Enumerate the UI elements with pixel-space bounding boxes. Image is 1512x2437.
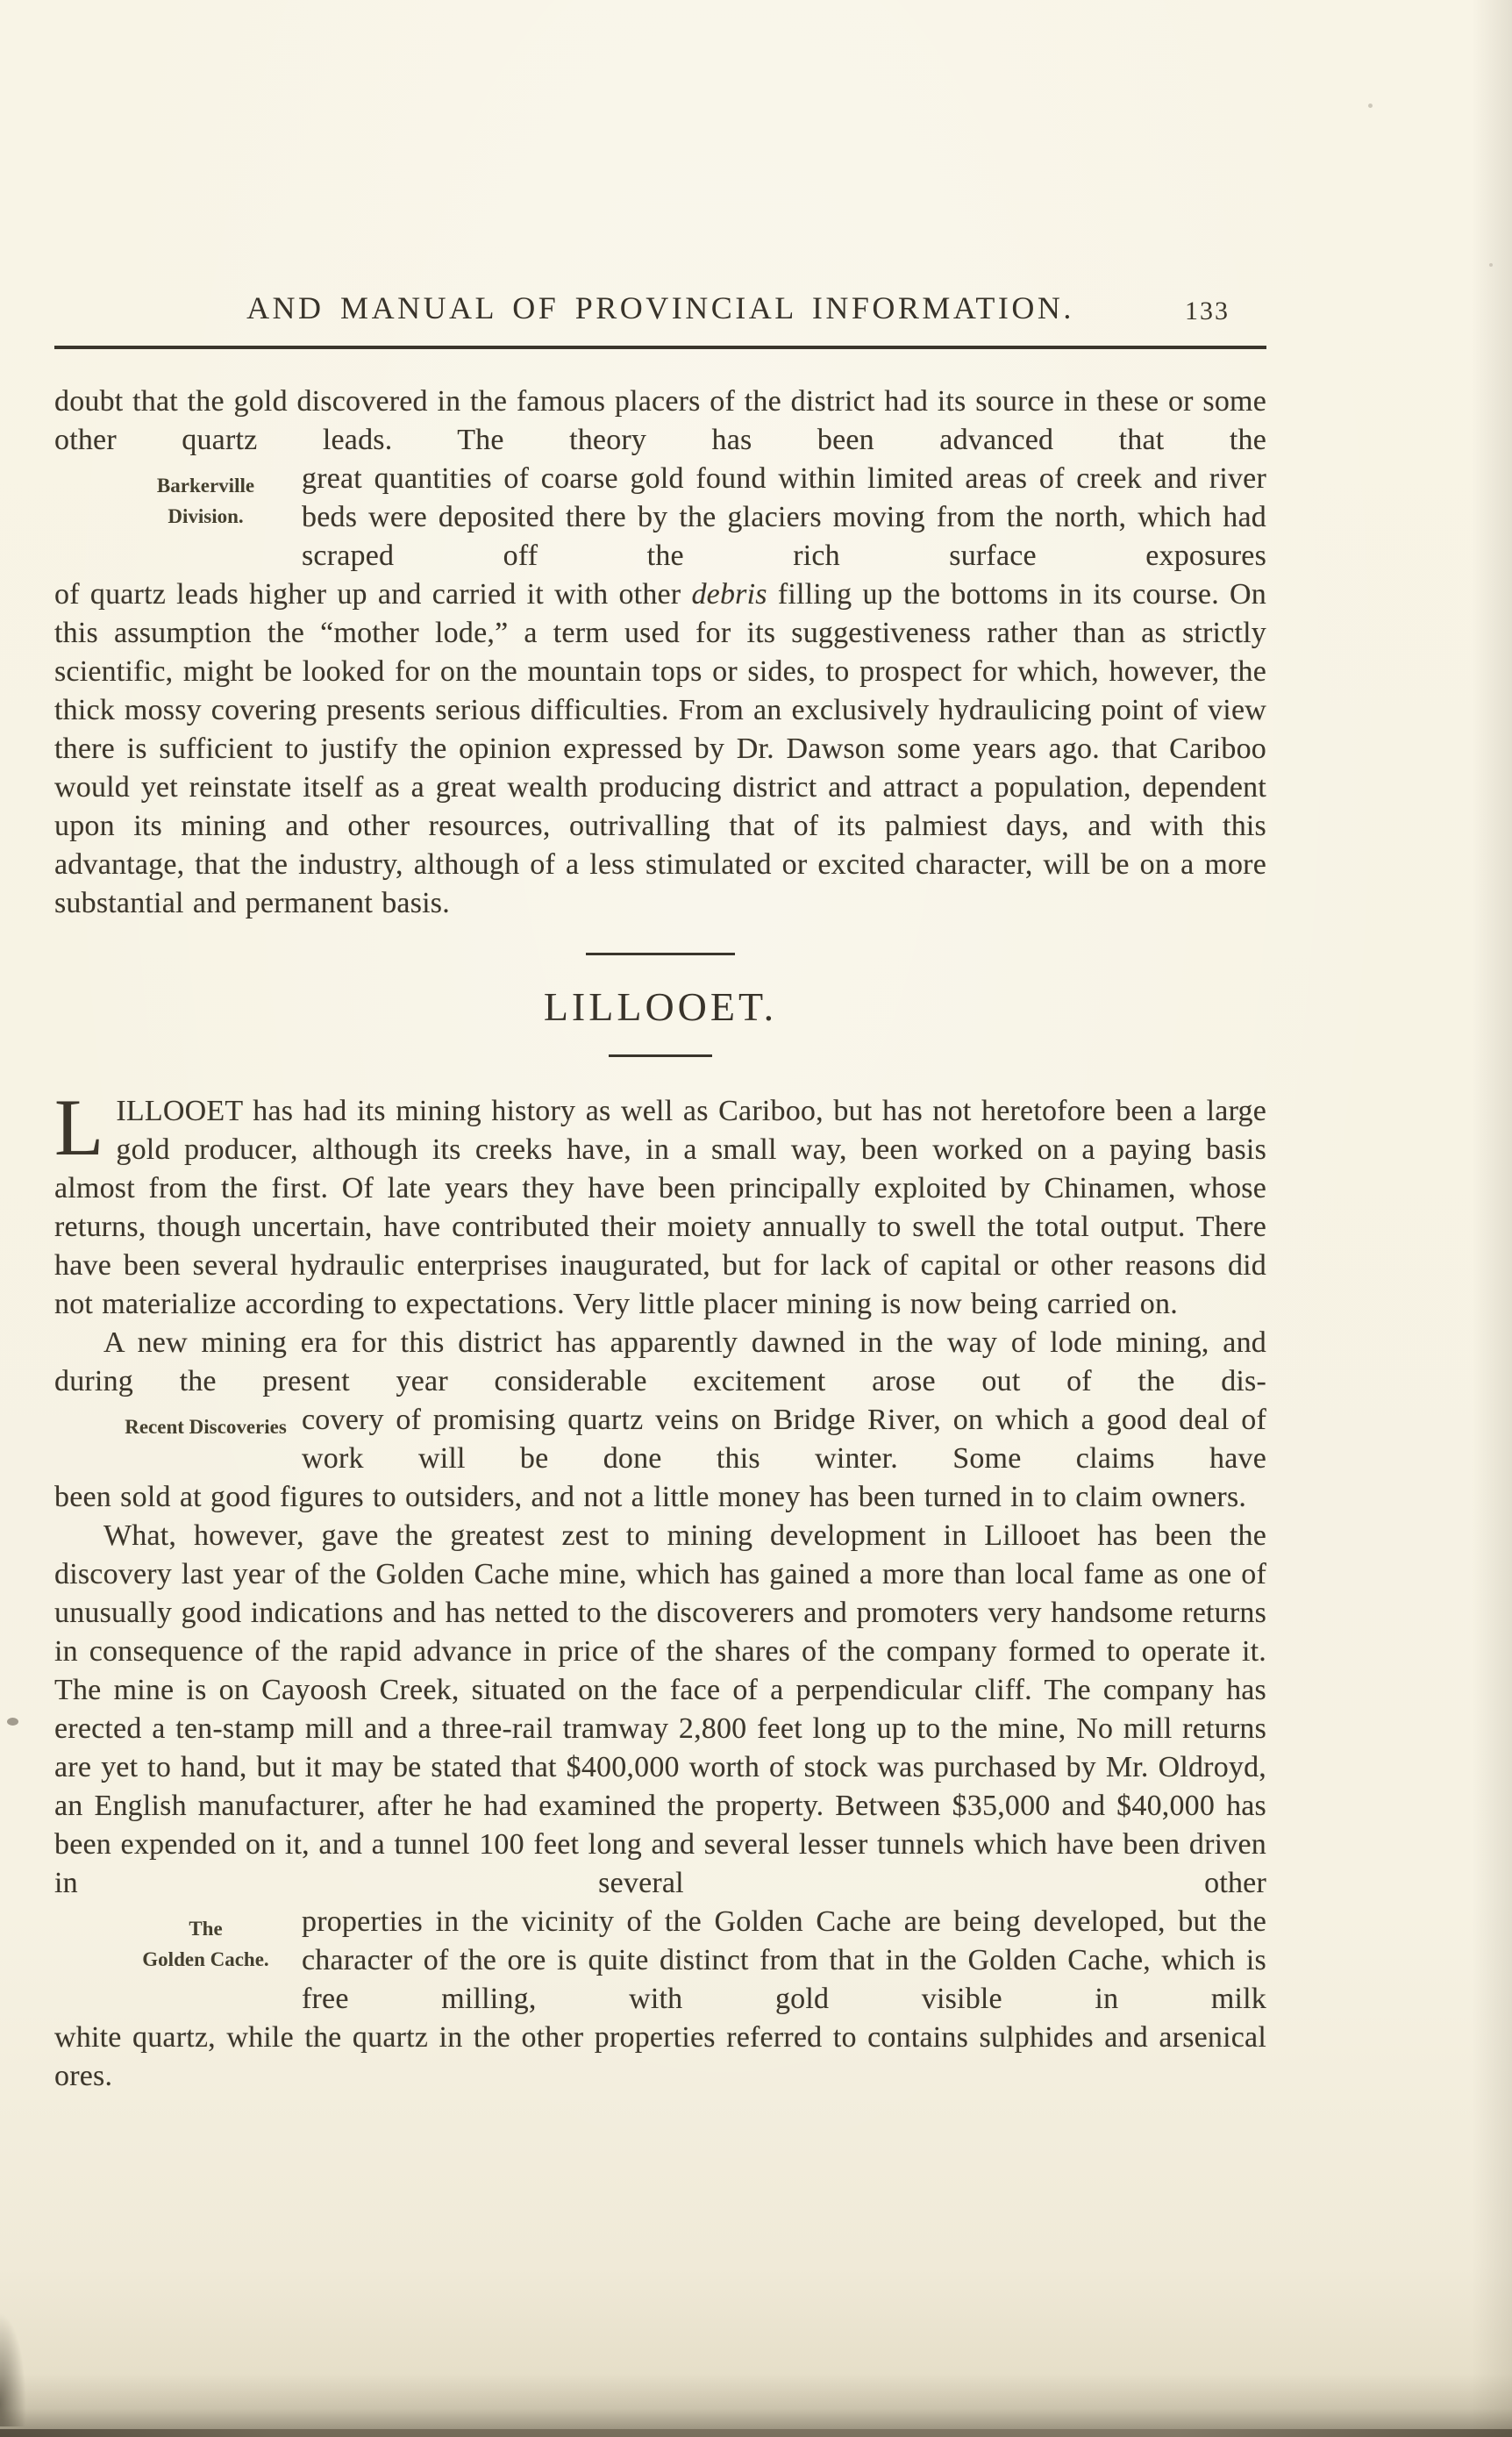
debris-italic-word: debris <box>691 578 767 611</box>
running-title: AND MANUAL OF PROVINCIAL INFORMATION. <box>246 290 1074 325</box>
sidenote-line: Barkerville <box>156 475 255 497</box>
paragraph-segment <box>54 575 1266 923</box>
paragraph-segment-indented: properties in the vicinity of the Golden Cache are being developed, but the character of the ore is quite distinct from that in the Golden Cache, which is free milling, with gold visible in milk <box>302 1905 1266 2015</box>
text-run: ILLOOET has had its mining history as well as Cariboo, but has not heretofore been a large gold producer, although its creeks have, in a small way, been worked on a paying basis almost from the first. Of late years they have been principally exploited by Chinamen, whose returns, though uncertain, have contributed their moiety annually to swell the total output. There have been several hydraulic enterprises inaugurated, but for lack of capital or other reasons did not materialize according to expectations. Very little placer mining is now being carried on. <box>54 1095 1266 1320</box>
paragraph-segment: What, however, gave the greatest zest to mining development in Lillooet has been the discovery last year of the Golden Cache mine, which has gained a more than local fame as one of unusually good indications and has netted to the discoverers and promoters very handsome returns in consequence of the rapid advance in price of the shares of the company formed to operate it. The mine is on Cayoosh Creek, situated on the face of a perpendicular cliff. The company has erected a ten-stamp mill and a three-rail tramway 2,800 feet long up to the mine, No mill returns are yet to hand, but it may be stated that $400,000 worth of stock was purchased by Mr. Oldroyd, an English manufacturer, after he had examined the property. Between $35,000 and $40,000 has been expended on it, and a tunnel 100 feet long and several lesser tunnels which have been driven in several other <box>54 1519 1266 1899</box>
scan-corner-smudge <box>0 2312 26 2426</box>
page-bottom-edge <box>0 2429 1512 2437</box>
scan-speck <box>1368 104 1373 108</box>
page-bottom-shadow <box>0 2374 1512 2437</box>
section-end-divider <box>586 953 735 955</box>
note-row-recent-discoveries <box>54 1401 1266 1478</box>
page-header <box>54 289 1266 332</box>
note-row-barkerville <box>54 460 1266 575</box>
page-right-edge-shadow <box>1472 0 1512 2437</box>
scan-speck <box>7 1718 18 1726</box>
paragraph-segment <box>54 1083 1266 1324</box>
paragraph-segment-indented: covery of promising quartz veins on Bridge River, on which a good deal of work will be done this winter. Some claims have <box>302 1404 1266 1475</box>
note-row-golden-cache <box>54 1903 1266 2019</box>
header-rule <box>54 346 1266 349</box>
sidenote-line: Division. <box>168 505 244 527</box>
text-block <box>54 289 1266 2096</box>
page-number: 133 <box>1185 297 1230 325</box>
sidenote-line: Golden Cache. <box>142 1948 269 1970</box>
paragraph-cariboo-continued <box>54 382 1266 923</box>
paragraph-segment: doubt that the gold discovered in the famous placers of the district had its source in these or some other quartz leads. The theory has been advanced that the <box>54 385 1266 456</box>
paragraph-segment: been sold at good figures to outsiders, and not a little money has been turned in to claim owners. <box>54 1481 1247 1513</box>
scan-speck <box>1489 263 1493 267</box>
heading-underline-divider <box>609 1054 712 1057</box>
sidenote-barkerville-division <box>103 470 309 532</box>
sidenote-line: Recent Discoveries <box>125 1416 287 1438</box>
paragraph-segment-indented: great quantities of coarse gold found within limited areas of creek and river beds were deposited there by the glaciers moving from the north, which had scraped off the rich surface exposures <box>302 462 1266 572</box>
sidenote-line: The <box>189 1918 223 1940</box>
paragraph-lillooet-intro <box>54 1083 1266 1324</box>
text-run: of quartz leads higher up and carried it with other <box>54 578 692 611</box>
sidenote-recent-discoveries <box>103 1411 309 1442</box>
paragraph-segment: A new mining era for this district has apparently dawned in the way of lode mining, and during the present year considerable excitement arose out of the dis- <box>54 1326 1266 1397</box>
paragraph-golden-cache <box>54 1517 1266 2096</box>
sidenote-golden-cache <box>103 1913 309 1975</box>
paragraph-recent-discoveries <box>54 1324 1266 1517</box>
paragraph-segment: white quartz, while the quartz in the other properties referred to contains sulphides and arsenical ores. <box>54 2021 1266 2092</box>
text-run: filling up the bottoms in its course. On this assumption the “mother lode,” a term used for its suggestiveness rather than as strictly scientific, might be looked for on the mountain tops or sides, to prospect for which, however, the thick mossy covering presents serious difficulties. From an exclusively hydraulicing point of view there is sufficient to justify the opinion expressed by Dr. Dawson some years ago. that Cariboo would yet reinstate itself as a great wealth producing district and attract a population, dependent upon its mining and other resources, outrivalling that of its palmiest days, and with this advantage, that the industry, although of a less stimulated or excited character, will be on a more substantial and permanent basis. <box>54 578 1267 919</box>
section-heading-lillooet: LILLOOET. <box>543 984 778 1029</box>
dropcap-letter: L <box>54 1083 104 1172</box>
